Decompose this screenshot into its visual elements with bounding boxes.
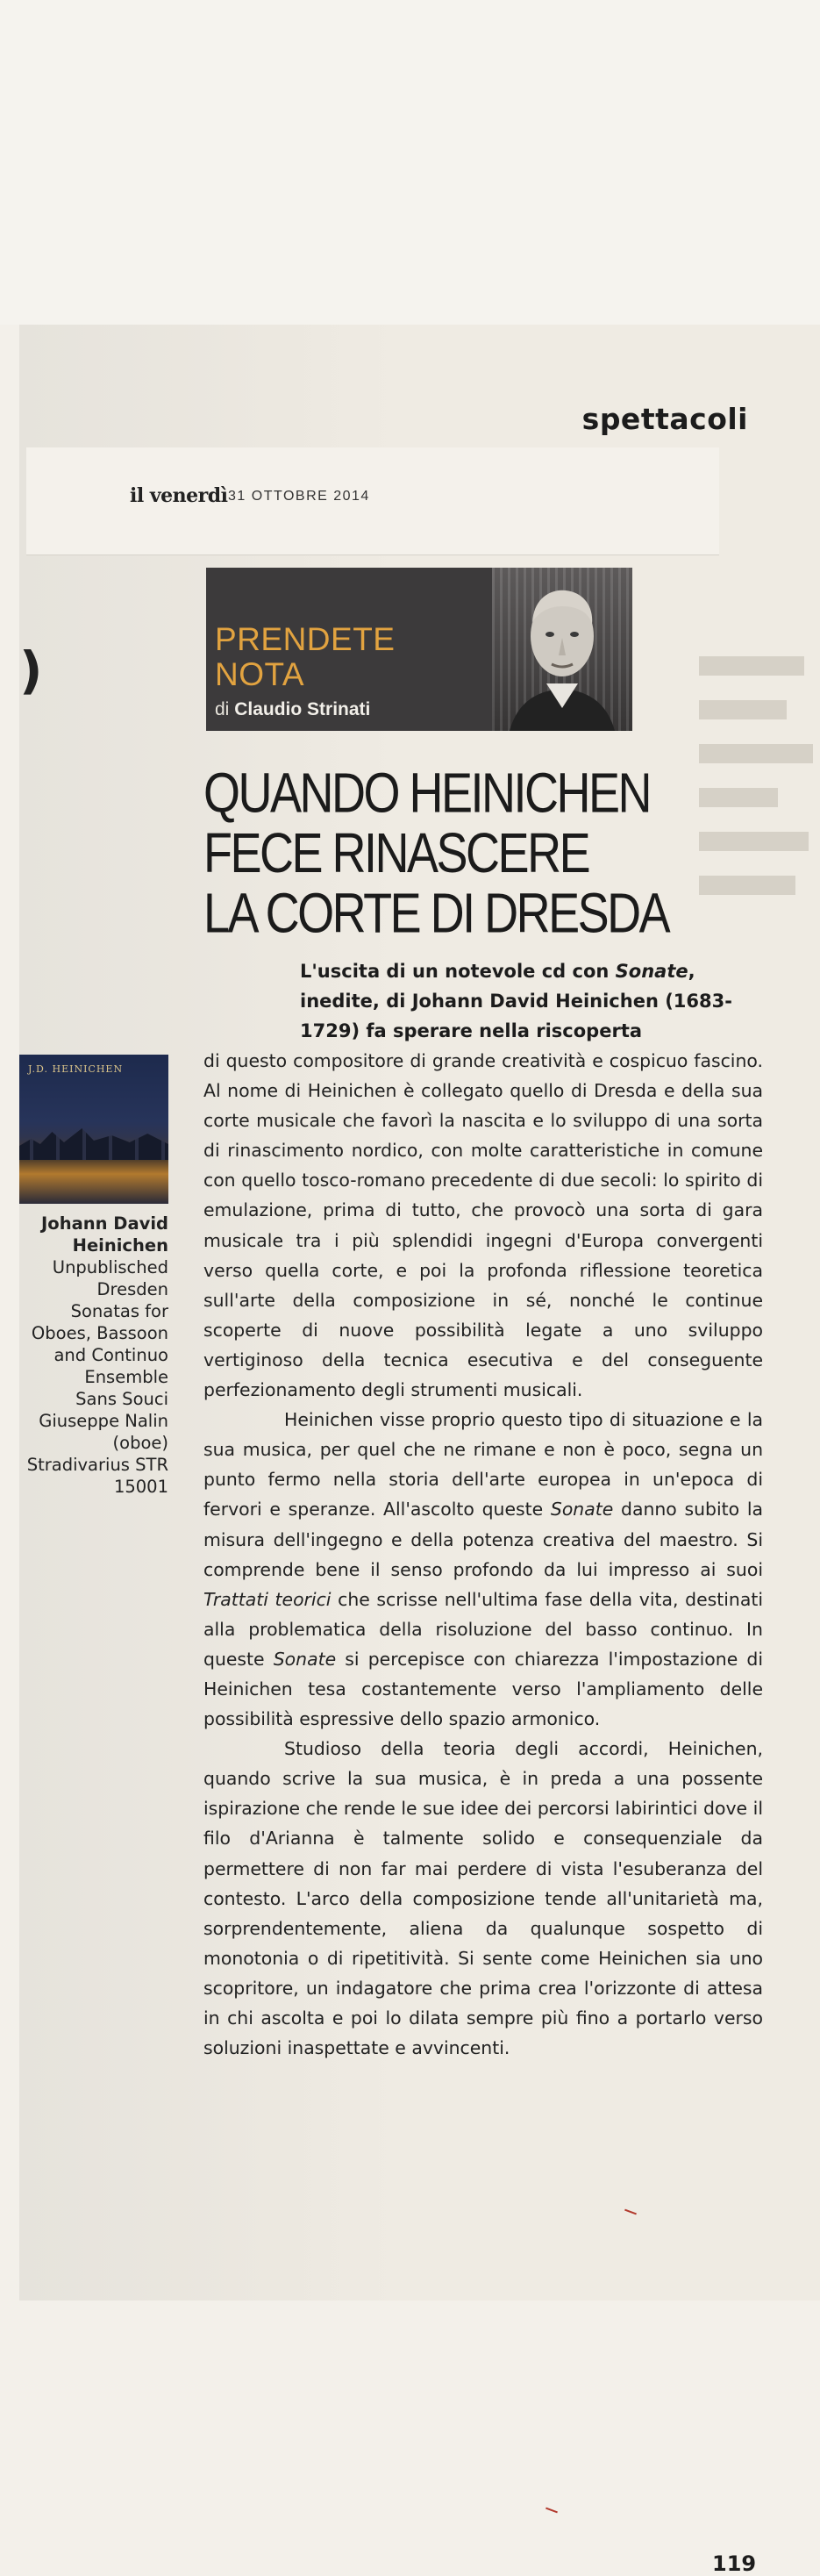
headline-line: QUANDO HEINICHEN — [203, 762, 651, 825]
cd-detail: Stradivarius STR — [26, 1455, 168, 1475]
kicker-line: PRENDETE — [215, 621, 396, 657]
newspaper-clipping — [19, 325, 820, 2576]
article-body — [203, 1046, 763, 2063]
scanner-background — [0, 0, 820, 325]
cd-detail: Sans Souci — [75, 1389, 168, 1409]
masthead-date: 31 OTTOBRE 2014 — [228, 489, 370, 504]
masthead-tape — [26, 447, 719, 555]
article-lead — [300, 956, 756, 1046]
cd-detail: Oboes, Bassoon — [31, 1323, 168, 1343]
page-number: 119 — [712, 2551, 757, 2576]
pen-mark — [624, 2209, 637, 2215]
italic-title: Sonate — [550, 1499, 614, 1521]
column-kicker — [215, 622, 395, 692]
cd-detail: Giuseppe Nalin — [39, 1411, 168, 1431]
lead-text: L'uscita di un notevole cd con — [300, 961, 616, 982]
cd-detail: Ensemble — [84, 1367, 168, 1387]
masthead-name: il venerdì — [130, 484, 228, 507]
page-edge-mark: ) — [19, 640, 43, 700]
pen-mark — [545, 2508, 558, 2514]
cd-artist: Johann David Heinichen — [41, 1213, 168, 1256]
cd-detail: (oboe) — [112, 1433, 168, 1453]
cd-cover-title: J.D. HEINICHEN — [28, 1063, 124, 1075]
section-label: spettacoli — [581, 402, 748, 436]
paragraph: di questo compositore di grande creatività e cospicuo fascino. Al nome di Heinichen è collegato quello di Dresda e della sua corte musicale che favorì la nascita e lo sviluppo di una sorta di rinascimento nordico, con molte caratteristiche in comune con quello tosco-romano precedente di due secoli: lo spirito di emulazione, prima di tutto, che provocò una sorta di gara musicale tra i più splendidi ingegni d'Europa convergenti verso quella corte, e poi la profonda riflessione teoretica sull'arte della composizione in sé, nonché le continue scoperte di nuove possibilità legate a uno sviluppo vertiginoso della tecnica esecutiva e del conseguente perfezionamento degli strumenti musicali. — [203, 1050, 763, 1401]
italic-title: Sonate — [273, 1648, 337, 1670]
portrait-figure — [492, 568, 632, 731]
article-headline — [203, 763, 747, 943]
byline-prefix: di — [215, 699, 230, 719]
cd-detail: Unpublisched — [52, 1257, 168, 1277]
paragraph-text: si percepisce con chiarezza l'impostazione di Heinichen tesa costantemente verso l'ampliamento delle possibilità espressive dello spazio armonico. — [203, 1648, 763, 1730]
cd-detail: Sonatas for — [70, 1301, 168, 1321]
cd-detail: 15001 — [113, 1477, 168, 1497]
paragraph: Studioso della teoria degli accordi, Heinichen, quando scrive la sua musica, è in preda a una possente ispirazione che rende le sue idee dei percorsi labirintici dove il filo d'Arianna è talmente solido e consequenziale da permettere di non far mai perdere di vista l'esuberanza del contesto. L'arco della composizione tende all'unitarietà ma, sorprendentemente, aliena da qualunque sospetto di monotonia o di ripetitività. Si sente come Heinichen sia uno scopritore, un indagatore che prima crea l'orizzonte di attesa in chi ascolta e poi lo dilata sempre più fino a portarlo verso soluzioni inaspettate e avvincenti. — [203, 1738, 763, 2059]
paragraph-text: danno subito la misura dell'ingegno e della potenza creativa del maestro. Si comprende bene il senso profondo da lui impresso ai suoi — [203, 1499, 763, 1580]
headline-line: FECE RINASCERE — [203, 822, 589, 885]
city-skyline-graphic — [19, 1125, 168, 1160]
paragraph-text: Heinichen visse proprio questo tipo di situazione e la sua musica, per quel che ne rimane e non è poco, segna un punto fermo nella storia dell'arte europea in un'epoca di fervori e speranze. All'ascolto queste — [203, 1409, 763, 1521]
cd-detail: and Continuo — [53, 1345, 168, 1365]
lead-text: , inedite, di Johann David Heinichen (1683-1729) fa sperare nella riscoperta — [300, 961, 732, 1041]
paragraph — [203, 1405, 763, 1734]
column-banner — [206, 568, 632, 731]
headline-line: LA CORTE DI DRESDA — [203, 882, 669, 945]
cd-caption — [19, 1213, 168, 1498]
cd-cover-image — [19, 1055, 168, 1204]
author-portrait — [492, 568, 632, 731]
kicker-line: NOTA — [215, 656, 305, 692]
paragraph-text: che scrisse nell'ultima fase della vita, destinati alla problematica della risoluzione del basso continuo. In queste — [203, 1588, 763, 1670]
byline — [215, 699, 370, 720]
lead-emphasis: Sonate — [615, 961, 688, 982]
cd-detail: Dresden — [96, 1279, 168, 1299]
italic-title: Trattati teorici — [203, 1588, 332, 1610]
author-name: Claudio Strinati — [234, 699, 371, 719]
